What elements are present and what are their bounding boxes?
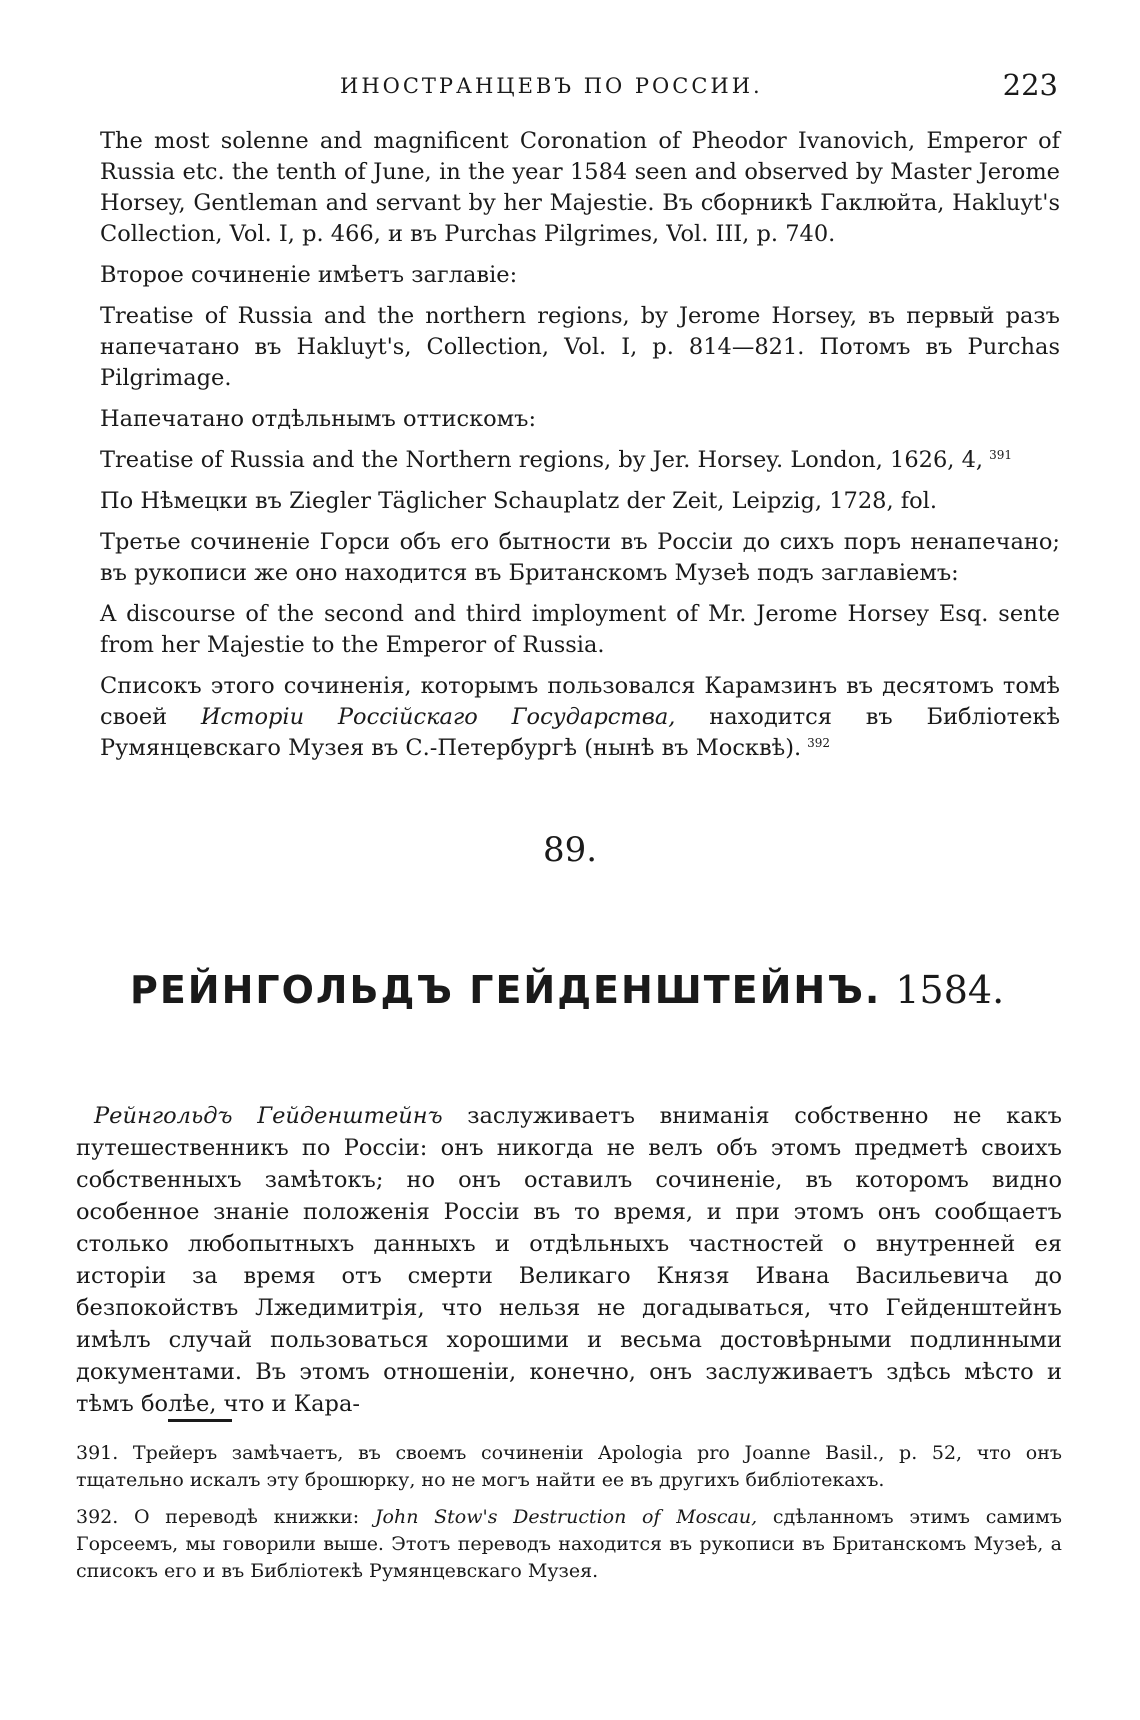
footnote-ref-392: 392: [807, 735, 831, 750]
chapter-intro: [76, 1100, 1062, 1420]
footnote-391: [76, 1440, 1062, 1494]
footnotes: [76, 1440, 1062, 1595]
footnote-divider: [168, 1419, 232, 1422]
karamzin-history-title: Исторіи Россійскаго Государства,: [200, 704, 676, 730]
running-title: ИНОСТРАНЦЕВЪ ПО РОССИИ.: [340, 74, 763, 98]
footnote-392: [76, 1504, 1062, 1585]
footnote-text-a: О переводѣ книжки:: [118, 1506, 375, 1528]
paragraph-second-work: Второе сочиненіе имѣетъ заглавіе:: [100, 262, 518, 288]
paragraph-treatise: Treatise of Russia and the northern regions, by Jerome Horsey, въ первый разъ напечатано въ Hakluyt's, Collection, Vol. I, p. 814—821. Потомъ въ Purchas Pilgrimage.: [100, 303, 1060, 391]
paragraph-printed-separately: Напечатано отдѣльнымъ оттискомъ:: [100, 406, 537, 432]
chapter-author-name: РЕЙНГОЛЬДЪ ГЕЙДЕНШТЕЙНЪ.: [130, 968, 882, 1012]
paragraph-karamzin-copy: [100, 671, 1060, 764]
footnote-italic-title: John Stow's Destruction of Moscau,: [374, 1506, 758, 1528]
footnote-ref-391: 391: [989, 447, 1012, 462]
chapter-year: 1584.: [895, 968, 1005, 1012]
body-text: [100, 126, 1060, 774]
karamzin-text-a: Списокъ этого сочиненія, которымъ пользовался Карамзинъ въ десятомъ томѣ своей: [100, 673, 1060, 730]
page-number: 223: [1002, 68, 1058, 102]
paragraph-treatise-london: [100, 445, 1060, 476]
intro-paragraph: [76, 1100, 1062, 1420]
paragraph-discourse: A discourse of the second and third imployment of Mr. Jerome Horsey Esq. sente from her Majestie to the Emperor of Russia.: [100, 601, 1060, 658]
footnote-text: Трейеръ замѣчаетъ, въ своемъ сочиненіи Apologia pro Joanne Basil., p. 52, что онъ тщательно искалъ эту брошюрку, но не могъ найти ее въ другихъ библіотекахъ.: [76, 1442, 1062, 1491]
paragraph-coronation: The most solenne and magnificent Coronation of Pheodor Ivanovich, Emperor of Russia etc. the tenth of June, in the year 1584 seen and observed by Master Jerome Horsey, Gentleman and servant by her Majestie. Въ сборникѣ Гаклюйта, Hakluyt's Collection, Vol. I, p. 466, и въ Purchas Pilgrimes, Vol. III, p. 740.: [100, 128, 1060, 247]
intro-author-name: Рейнгольдъ Гейденштейнъ: [94, 1103, 443, 1129]
treatise-london-text: Treatise of Russia and the Northern regions, by Jer. Horsey. London, 1626, 4,: [100, 447, 984, 473]
footnote-number: 392.: [76, 1506, 119, 1528]
footnote-text-b: сдѣланномъ этимъ самимъ Горсеемъ, мы говорили выше. Этотъ переводъ находится въ рукописи въ Британскомъ Музеѣ, а списокъ его и въ Библіотекѣ Румянцевскаго Музея.: [76, 1506, 1062, 1582]
paragraph-german-edition: По Нѣмецки въ Ziegler Täglicher Schauplatz der Zeit, Leipzig, 1728, fol.: [100, 488, 937, 514]
paragraph-third-work: Третье сочиненіе Горси объ его бытности въ Россіи до сихъ поръ ненапечано; въ рукописи же оно находится въ Британскомъ Музеѣ подъ заглавіемъ:: [100, 529, 1060, 586]
page-header: [100, 70, 1060, 110]
chapter-title: [130, 968, 1030, 1012]
karamzin-text-b: находится въ Библіотекѣ Румянцевскаго Музея въ С.-Петербургѣ (нынѣ въ Москвѣ).: [100, 704, 1061, 761]
intro-text: заслуживаетъ вниманія собственно не какъ путешественникъ по Россіи: онъ никогда не велъ объ этомъ предметѣ своихъ собственныхъ замѣтокъ; но онъ оставилъ сочиненіе, въ которомъ видно особенное знаніе положенія Россіи въ то время, и при этомъ онъ сообщаетъ столько любопытныхъ данныхъ и отдѣльныхъ частностей о внутренней ея исторіи за время отъ смерти Великаго Князя Ивана Васильевича до безпокойствъ Лжедимитрія, что нельзя не догадываться, что Гейденштейнъ имѣлъ случай пользоваться хорошими и весьма достовѣрными подлинными документами. Въ этомъ отношеніи, конечно, онъ заслуживаетъ здѣсь мѣсто и тѣмъ болѣе, что и Кара-: [76, 1103, 1062, 1417]
footnote-number: 391.: [76, 1442, 119, 1464]
section-number: 89.: [542, 830, 598, 870]
